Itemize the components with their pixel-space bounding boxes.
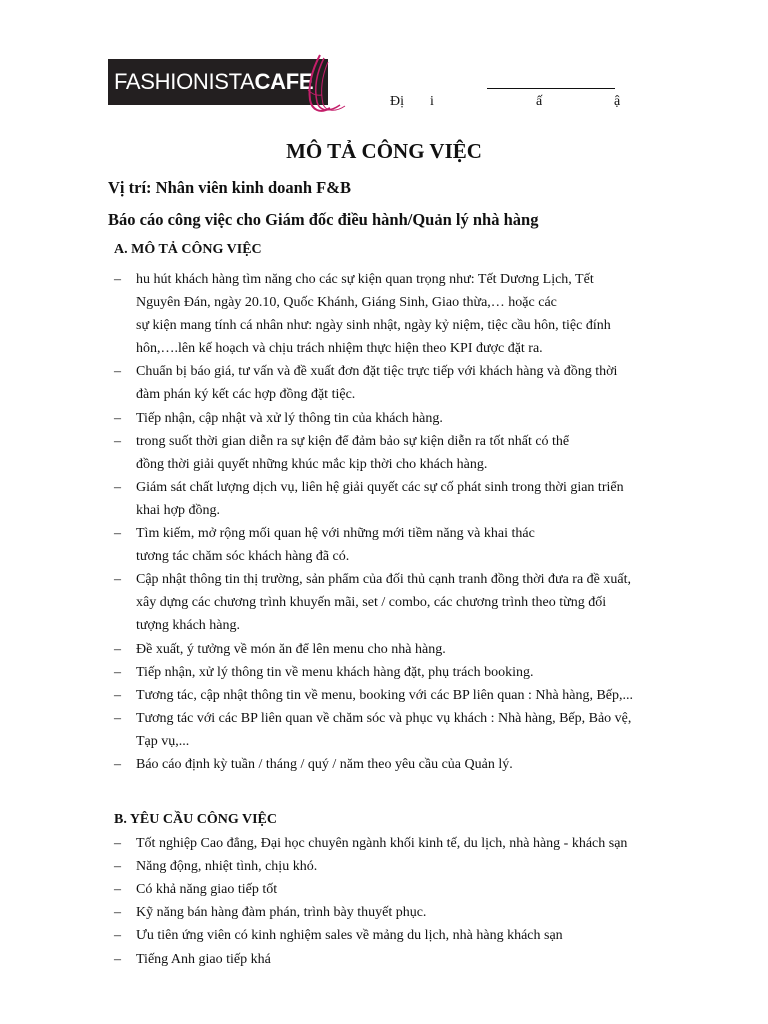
list-item — [114, 430, 674, 476]
list-item-text-line: hu hút khách hàng tìm năng cho các sự kiện quan trọng như: Tết Dương Lịch, Tết — [136, 272, 594, 287]
position-heading: Vị trí: Nhân viên kinh doanh F&B — [108, 178, 351, 197]
list-item-text-line: tương tác chăm sóc khách hàng đã có. — [136, 549, 350, 565]
list-item-text-line: Năng động, nhiệt tình, chịu khó. — [136, 859, 318, 875]
list-item-text-line: Tiếp nhận, xử lý thông tin về menu khách hàng đặt, phụ trách booking. — [136, 664, 534, 680]
bullet-dash: – — [114, 928, 121, 944]
list-item — [114, 268, 674, 360]
bullet-dash: – — [114, 410, 121, 426]
logo-swirl-icon — [290, 50, 350, 120]
list-item-text-line: Tiếp nhận, cập nhật và xử lý thông tin của khách hàng. — [136, 410, 443, 426]
list-item — [114, 924, 674, 947]
logo-wordmark — [114, 68, 313, 96]
list-item-text-line: Có khả năng giao tiếp tốt — [136, 882, 278, 898]
bullet-dash: – — [114, 882, 121, 898]
list-item-text-line: hôn,….lên kế hoạch và chịu trách nhiệm thực hiện theo KPI được đặt ra. — [136, 341, 543, 357]
list-item — [114, 901, 674, 924]
list-item — [114, 476, 674, 522]
section-b-title: B. YÊU CẦU CÔNG VIỆC — [114, 812, 277, 827]
bullet-dash: – — [114, 272, 121, 287]
header-fragment: i — [430, 94, 434, 109]
list-item-text-line: Tương tác, cập nhật thông tin về menu, booking với các BP liên quan : Nhà hàng, Bếp,... — [136, 687, 633, 703]
bullet-dash: – — [114, 836, 121, 851]
logo-text-fashionista: FASHIONISTA — [114, 69, 255, 94]
list-item — [114, 878, 674, 901]
list-item — [114, 407, 674, 430]
list-item-text-line: Đề xuất, ý tưởng về món ăn để lên menu cho nhà hàng. — [136, 641, 446, 657]
logo-text-cafe: CAFE — [254, 69, 314, 94]
bullet-dash: – — [114, 572, 121, 588]
report-to-heading: Báo cáo công việc cho Giám đốc điều hành/Quản lý nhà hàng — [108, 210, 539, 229]
bullet-dash: – — [114, 951, 121, 967]
list-item — [114, 707, 674, 753]
list-item — [114, 522, 674, 568]
list-item-text-line: Kỹ năng bán hàng đàm phán, trình bày thuyết phục. — [136, 905, 427, 921]
bullet-dash: – — [114, 364, 121, 380]
list-item-text-line: tượng khách hàng. — [136, 618, 241, 634]
list-item — [114, 638, 674, 661]
document-title: MÔ TẢ CÔNG VIỆC — [286, 139, 482, 163]
bullet-dash: – — [114, 526, 121, 542]
list-item — [114, 948, 674, 971]
bullet-dash: – — [114, 687, 121, 703]
header-fragment: ấ — [536, 94, 543, 109]
list-item-text-line: Tạp vụ,... — [136, 733, 190, 749]
bullet-dash: – — [114, 859, 121, 875]
list-item-text-line: Nguyên Đán, ngày 20.10, Quốc Khánh, Giáng Sinh, Giao thừa,… hoặc các — [136, 295, 557, 311]
bullet-dash: – — [114, 710, 121, 726]
list-item-text-line: Tiếng Anh giao tiếp khá — [136, 951, 271, 967]
list-item-text-line: Giám sát chất lượng dịch vụ, liên hệ giải quyết các sự cố phát sinh trong thời gian triển — [136, 479, 624, 495]
list-item-text-line: Tốt nghiệp Cao đẳng, Đại học chuyên ngành khối kinh tế, du lịch, nhà hàng - khách sạn — [136, 836, 628, 851]
bullet-dash: – — [114, 641, 121, 657]
bullet-dash: – — [114, 664, 121, 680]
list-item-text-line: đàm phán ký kết các hợp đồng đặt tiệc. — [136, 387, 356, 403]
list-item-text-line: khai hợp đồng. — [136, 502, 221, 518]
list-item-text-line: Chuẩn bị báo giá, tư vấn và đề xuất đơn đặt tiệc trực tiếp với khách hàng và đồng thời — [136, 364, 618, 380]
list-item — [114, 684, 674, 707]
header-fragment: Đị — [390, 94, 404, 109]
bullet-dash: – — [114, 757, 121, 773]
list-item-text-line: Cập nhật thông tin thị trường, sản phẩm của đối thủ cạnh tranh đồng thời đưa ra đề xuất, — [136, 572, 631, 588]
header-signature-line — [487, 88, 615, 89]
header-fragment: ậ — [614, 94, 621, 109]
list-item-text-line: Ưu tiên ứng viên có kinh nghiệm sales về mảng du lịch, nhà hàng khách sạn — [136, 928, 563, 944]
list-item — [114, 360, 674, 406]
list-item — [114, 661, 674, 684]
section-a-title: A. MÔ TẢ CÔNG VIỆC — [114, 242, 262, 257]
list-item — [114, 832, 674, 855]
list-item-text-line: sự kiện mang tính cá nhân như: ngày sinh nhật, ngày kỷ niệm, tiệc cầu hôn, tiệc đính — [136, 318, 611, 334]
list-item — [114, 753, 674, 776]
bullet-dash: – — [114, 905, 121, 921]
list-item-text-line: xây dựng các chương trình khuyến mãi, set / combo, các chương trình theo từng đối — [136, 595, 607, 611]
list-item-text-line: đồng thời giải quyết những khúc mắc kịp thời cho khách hàng. — [136, 456, 488, 472]
bullet-dash: – — [114, 433, 121, 449]
bullet-dash: – — [114, 479, 121, 495]
list-item — [114, 568, 674, 637]
list-item-text-line: trong suốt thời gian diễn ra sự kiện để đảm bảo sự kiện diễn ra tốt nhất có thể — [136, 433, 570, 449]
list-item-text-line: Tìm kiếm, mở rộng mối quan hệ với những mới tiềm năng và khai thác — [136, 526, 535, 542]
list-item-text-line: Báo cáo định kỳ tuần / tháng / quý / năm theo yêu cầu của Quản lý. — [136, 757, 513, 773]
list-item-text-line: Tương tác với các BP liên quan về chăm sóc và phục vụ khách : Nhà hàng, Bếp, Bảo vệ, — [136, 710, 632, 726]
list-item — [114, 855, 674, 878]
